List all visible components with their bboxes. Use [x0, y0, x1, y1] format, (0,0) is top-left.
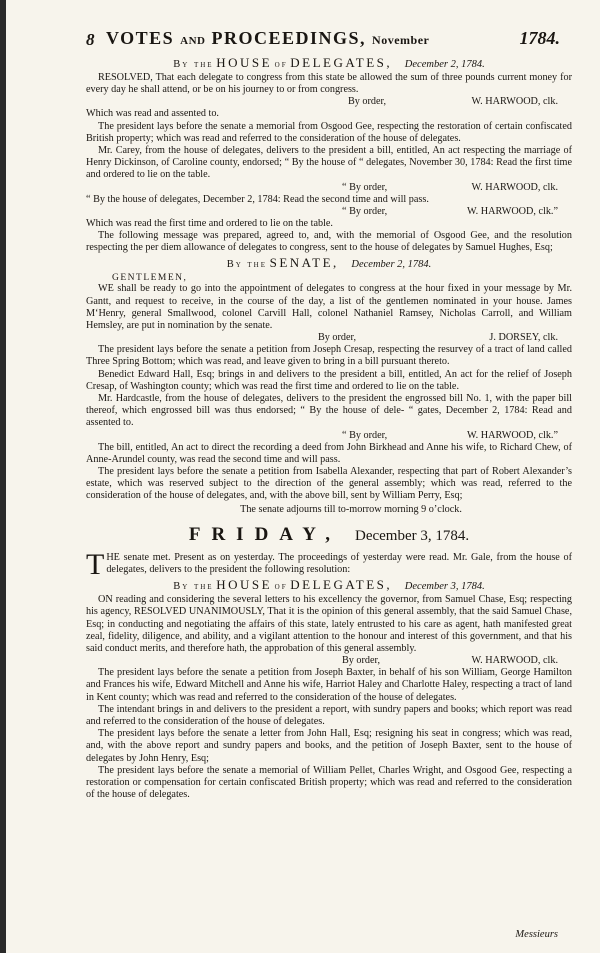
text-column — [86, 28, 572, 801]
paragraph-senate-met: THE senate met. Present as on yesterday. The proceedings of yesterday were read. Mr. Gale, from the house of delegates, delivers to the president the following resolution: — [86, 547, 572, 581]
paragraph: Benedict Edward Hall, Esq; brings in and delivers to the president a bill, entitled, An act for the relief of Joseph Cresap, of Washington county; which was read the first time and ordered to lie on the table. — [86, 368, 572, 392]
paragraph: Mr. Hardcastle, from the house of delegates, delivers to the president the engrossed bill No. 1, with the paper bill thereof, which engrossed bill was thus endorsed; “ By the house of dele- “ gates, December 2, 1784: Read and assented to. — [86, 393, 572, 429]
running-month: November — [372, 33, 430, 47]
page-number: 8 — [86, 30, 95, 49]
salutation: GENTLEMEN, — [112, 273, 188, 284]
paragraph: The president lays before the senate a petition from Joseph Cresap, respecting the resurvey of a tract of land called Three Spring Bottom; which was read, and leave given to bring in a bill pursuant thereto. — [86, 344, 572, 368]
paragraph: The president lays before the senate a petition from Isabella Alexander, respecting that part of Robert Alexander’s estate, which was reserved subject to the direction of the general assembly; which was read, referred to the consideration of the house of delegates, and, with the above bill, sent by William Perry, Esq; — [86, 466, 572, 502]
running-year: 1784. — [519, 28, 560, 48]
paragraph: “ By the house of delegates, December 2, 1784: Read the second time and will pass. — [86, 193, 429, 205]
paragraph: Mr. Carey, from the house of delegates, delivers to the president a bill, entitled, An act respecting the marriage of Henry Dickinson, of Caroline county, endorsed; “ By the house of “ delegates, November 30, 1784: Read the first time and ordered to lie on the table. — [86, 145, 572, 181]
paragraph-resolution: ON reading and considering the several letters to his excellency the governor, from Samuel Chase, Esq; respecting his agency, RESOLVED UNANIMOUSLY, That it is the opinion of this general assembly, that the said Samuel Chase, Esq; in conducting and negotiating the affairs of this state, lately entrusted to his care as agent, hath manifested great zeal, fidelity, diligence, and ability, and a vigilant attention to the honour and interest of this government, and that his said conduct merits, and therefore hath, the approbation of this general assembly. — [86, 594, 572, 654]
paragraph: The president lays before the senate a letter from John Hall, Esq; resigning his seat in congress; which was read, and, with the above report and sundry papers and books, and the petition of Joseph Baxter, sent to the house of delegates by John Henry, Esq; — [86, 728, 572, 764]
paragraph: The following message was prepared, agreed to, and, with the memorial of Osgood Gee, and the resolution respecting the per diem allowance of delegates to congress, sent to the house of delegates by Samuel Hughes, Esq; — [86, 230, 572, 254]
paragraph: The president lays before the senate a memorial from Osgood Gee, respecting the restoration of certain confiscated British property; which was read and referred to the consideration of the house of delegates. — [86, 120, 572, 144]
running-header — [86, 28, 572, 54]
paragraph: Which was read and assented to. — [86, 108, 219, 120]
paragraph: The bill, entitled, An act to direct the recording a deed from John Birkhead and Anne his wife, to Richard Chew, of Anne-Arundel county, was read the second time and will pass. — [86, 441, 572, 465]
adjournment-line: The senate adjourns till to-morrow morning 9 o’clock. — [240, 503, 462, 515]
signoff: “ By order, W. HARWOOD, clk.” — [342, 205, 558, 217]
signoff: “ By order, W. HARWOOD, clk. — [342, 181, 558, 193]
day-heading: FRIDAY, December 3, 1784. — [188, 523, 470, 545]
paragraph: The intendant brings in and delivers to the president a report, with sundry papers and books; which report was read and referred to the consideration of the house of delegates. — [86, 703, 572, 727]
scan-edge — [0, 0, 6, 953]
catchword: Messieurs — [515, 929, 558, 940]
paragraph-resolved: RESOLVED, That each delegate to congress from this state be allowed the sum of three pounds current money for every day he shall attend, or be on his journey to or from congress. — [86, 72, 572, 96]
signoff: “ By order, W. HARWOOD, clk.” — [342, 429, 558, 441]
paragraph: The president lays before the senate a petition from Joseph Baxter, in behalf of his son William, George Hamilton and Frances his wife, Edward Mitchell and Anne his wife, Harriot Haley and Charlotte Haley, respecting a tract of land in Kent county; which was read and referred to the consideration of the house of delegates. — [86, 667, 572, 703]
signoff: By order, J. DORSEY, clk. — [318, 332, 558, 344]
paragraph-message: WE shall be ready to go into the appointment of delegates to congress at the hour fixed in your message by Mr. Gantt, and request to receive, in the course of the day, a list of the gentlemen nominated in your house. James M‘Henry, general Smallwood, colonel Carvill Hall, colonel Nathaniel Ramsey, Nicholas Carroll, and William Hemsley, are put in nomination by the senate. — [86, 283, 572, 332]
signoff: By order, W. HARWOOD, clk. — [342, 655, 558, 667]
section-heading-house-dec-2: By the HOUSE of DELEGATES, December 2, 1784. — [173, 55, 485, 70]
paragraph: The president lays before the senate a memorial of William Pellet, Charles Wright, and Osgood Gee, respecting a restoration or compensation for certain confiscated British property; which was read and referred to the consideration of the house of delegates. — [86, 764, 572, 801]
signoff: By order, W. HARWOOD, clk. — [348, 96, 558, 108]
running-title: VOTES AND PROCEEDINGS, November — [106, 28, 430, 48]
drop-cap: T — [86, 547, 105, 581]
section-heading-senate-dec-2: By the SENATE, December 2, 1784. — [226, 255, 432, 271]
section-heading-house-dec-3: By the HOUSE of DELEGATES, December 3, 1784. — [173, 577, 485, 593]
paragraph: Which was read the first time and ordered to lie on the table. — [86, 217, 333, 229]
